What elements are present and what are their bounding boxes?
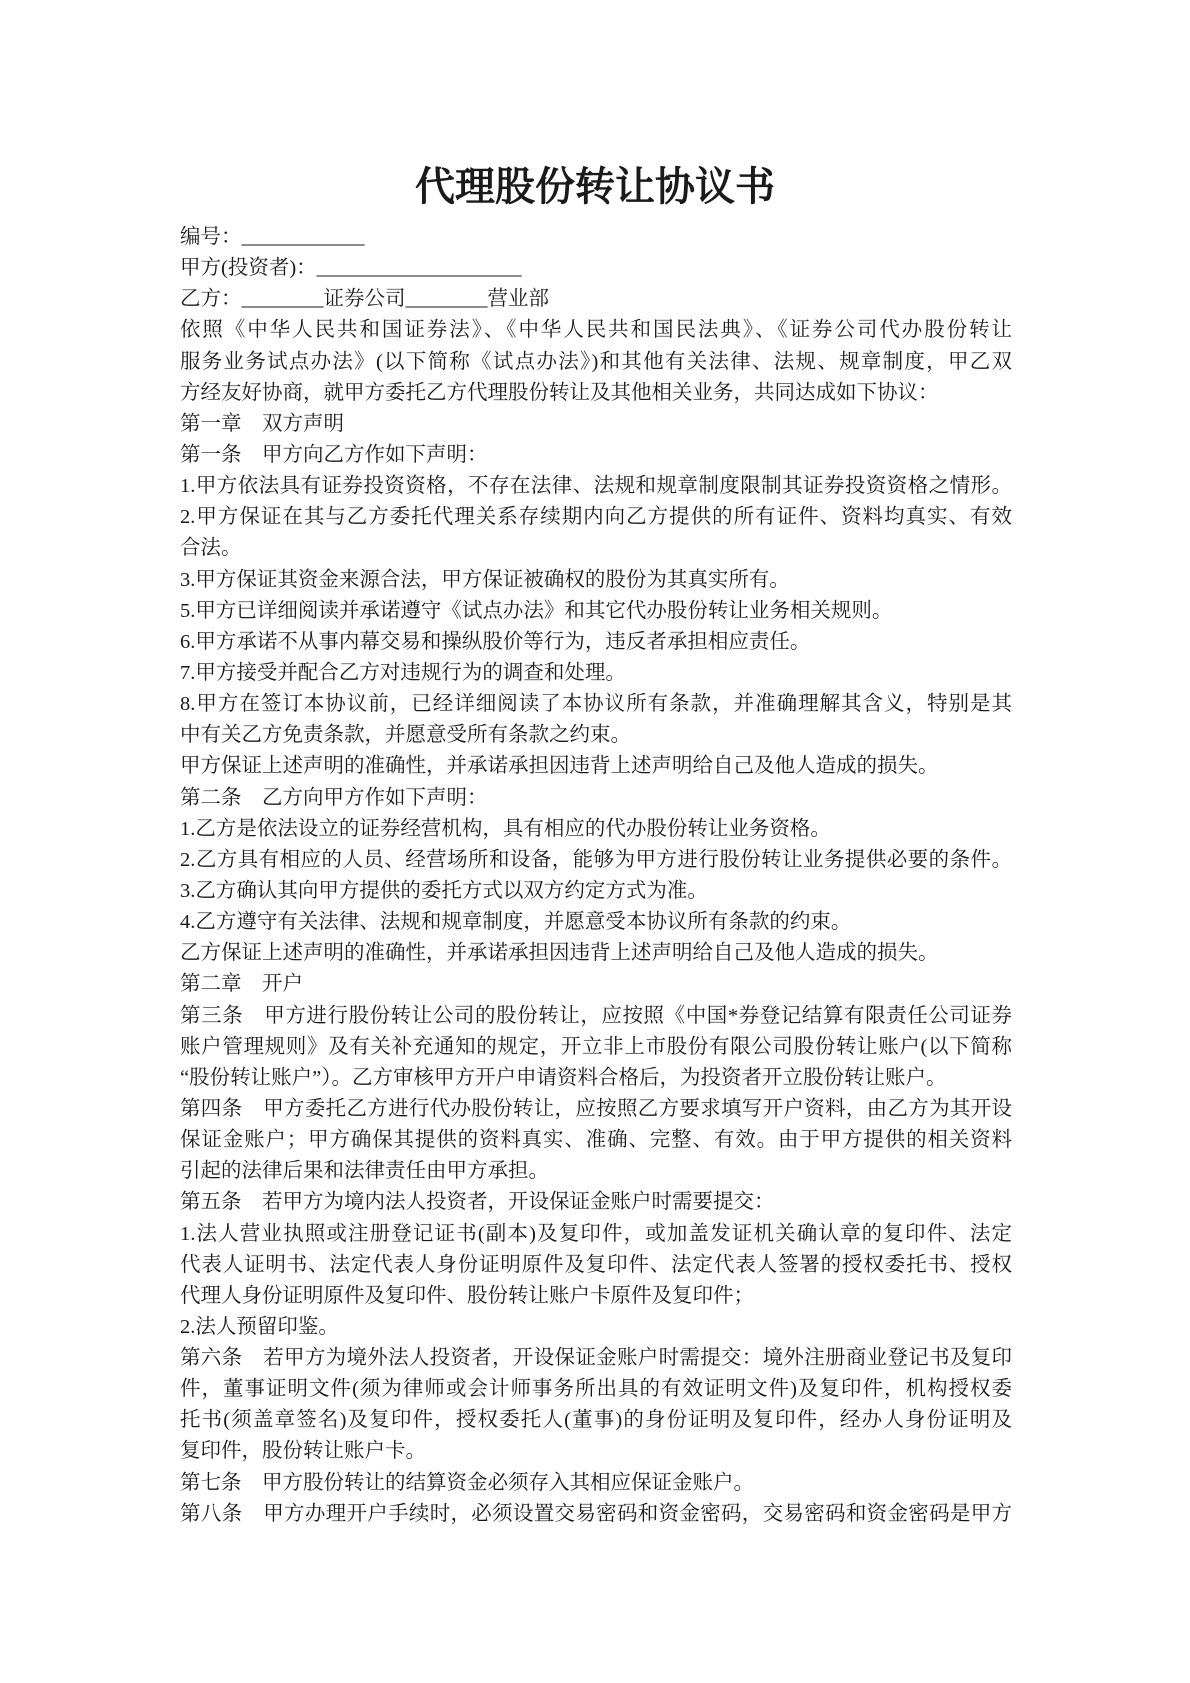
text-line: 乙方保证上述声明的准确性，并承诺承担因违背上述声明给自己及他人造成的损失。 [180,942,939,965]
text-line: 第六条 若甲方为境外法人投资者，开设保证金账户时需提交：境外注册商业登记书及复印 [180,1347,1012,1370]
text-line: 2.法人预留印鉴。 [180,1315,339,1338]
text-line: 7.甲方接受并配合乙方对违规行为的调查和处理。 [180,661,626,684]
text-line: 甲方(投资者)：____________________ [180,257,522,280]
text-line: 第二章 开户 [180,973,303,996]
text-line: 保证金账户；甲方确保其提供的资料真实、准确、完整、有效。由于甲方提供的相关资料 [180,1129,1012,1152]
text-line: 编号：____________ [180,226,365,248]
text-line: 复印件，股份转让账户卡。 [180,1440,426,1463]
text-line: 托书(须盖章签名)及复印件，授权委托人(董事)的身份证明及复印件，经办人身份证明及 [180,1409,1012,1432]
document-body [180,222,1012,1530]
text-line: 1.甲方依法具有证券投资资格，不存在法律、法规和规章制度限制其证券投资资格之情形。 [180,475,1012,498]
text-line: 乙方：________证券公司________营业部 [180,288,549,311]
text-line: 3.乙方确认其向甲方提供的委托方式以双方约定方式为准。 [180,879,708,902]
text-line: 甲方保证上述声明的准确性，并承诺承担因违背上述声明给自己及他人造成的损失。 [180,755,939,778]
text-line: 方经友好协商，就甲方委托乙方代理股份转让及其他相关业务，共同达成如下协议： [180,381,939,404]
text-line: 5.甲方已详细阅读并承诺遵守《试点办法》和其它代办股份转让业务相关规则。 [180,599,893,622]
text-line: 8.甲方在签订本协议前，已经详细阅读了本协议所有条款，并准确理解其含义，特别是其 [180,693,1012,716]
text-line: 3.甲方保证其资金来源合法，甲方保证被确权的股份为其真实所有。 [180,568,790,591]
text-line: 代表人证明书、法定代表人身份证明原件及复印件、法定代表人签署的授权委托书、授权 [180,1253,1012,1276]
text-line: 第三条 甲方进行股份转让公司的股份转让，应按照《中国*券登记结算有限责任公司证券 [180,1004,1012,1027]
text-line: 服务业务试点办法》(以下简称《试点办法》)和其他有关法律、法规、规章制度，甲乙双 [180,350,1012,373]
text-line: 第五条 若甲方为境内法人投资者，开设保证金账户时需要提交： [180,1191,775,1214]
text-line: 件，董事证明文件(须为律师或会计师事务所出具的有效证明文件)及复印件，机构授权委 [180,1378,1012,1401]
text-line: 1.法人营业执照或注册登记证书(副本)及复印件，或加盖发证机关确认章的复印件、法定 [180,1222,1012,1245]
text-line: 2.甲方保证在其与乙方委托代理关系存续期内向乙方提供的所有证件、资料均真实、有效 [180,506,1012,529]
text-line: 引起的法律后果和法律责任由甲方承担。 [180,1160,549,1183]
text-line: “股份转让账户”）。乙方审核甲方开户申请资料合格后，为投资者开立股份转让账户。 [180,1066,947,1089]
text-line: 6.甲方承诺不从事内幕交易和操纵股价等行为，违反者承担相应责任。 [180,630,811,653]
text-line: 第七条 甲方股份转让的结算资金必须存入其相应保证金账户。 [180,1471,754,1494]
text-line: 合法。 [180,537,242,560]
text-line: 4.乙方遵守有关法律、法规和规章制度，并愿意受本协议所有条款的约束。 [180,911,852,934]
text-line: 账户管理规则》及有关补充通知的规定，开立非上市股份有限公司股份转让账户(以下简称 [180,1035,1012,1058]
text-line: 第二条 乙方向甲方作如下声明： [180,786,488,809]
text-line: 代理人身份证明原件及复印件、股份转让账户卡原件及复印件； [180,1284,754,1307]
text-line: 第四条 甲方委托乙方进行代办股份转让，应按照乙方要求填写开户资料，由乙方为其开设 [180,1097,1012,1120]
text-line: 第八条 甲方办理开户手续时，必须设置交易密码和资金密码，交易密码和资金密码是甲方 [180,1502,1012,1525]
text-line: 2.乙方具有相应的人员、经营场所和设备，能够为甲方进行股份转让业务提供必要的条件。 [180,848,1012,871]
text-line: 中有关乙方免责条款，并愿意受所有条款之约束。 [180,724,631,747]
text-line: 依照《中华人民共和国证券法》、《中华人民共和国民法典》、《证券公司代办股份转让 [180,319,1012,342]
text-line: 1.乙方是依法设立的证券经营机构，具有相应的代办股份转让业务资格。 [180,817,831,840]
text-line: 第一章 双方声明 [180,412,344,435]
text-line: 第一条 甲方向乙方作如下声明： [180,443,488,466]
document-title: 代理股份转让协议书 [415,164,775,209]
